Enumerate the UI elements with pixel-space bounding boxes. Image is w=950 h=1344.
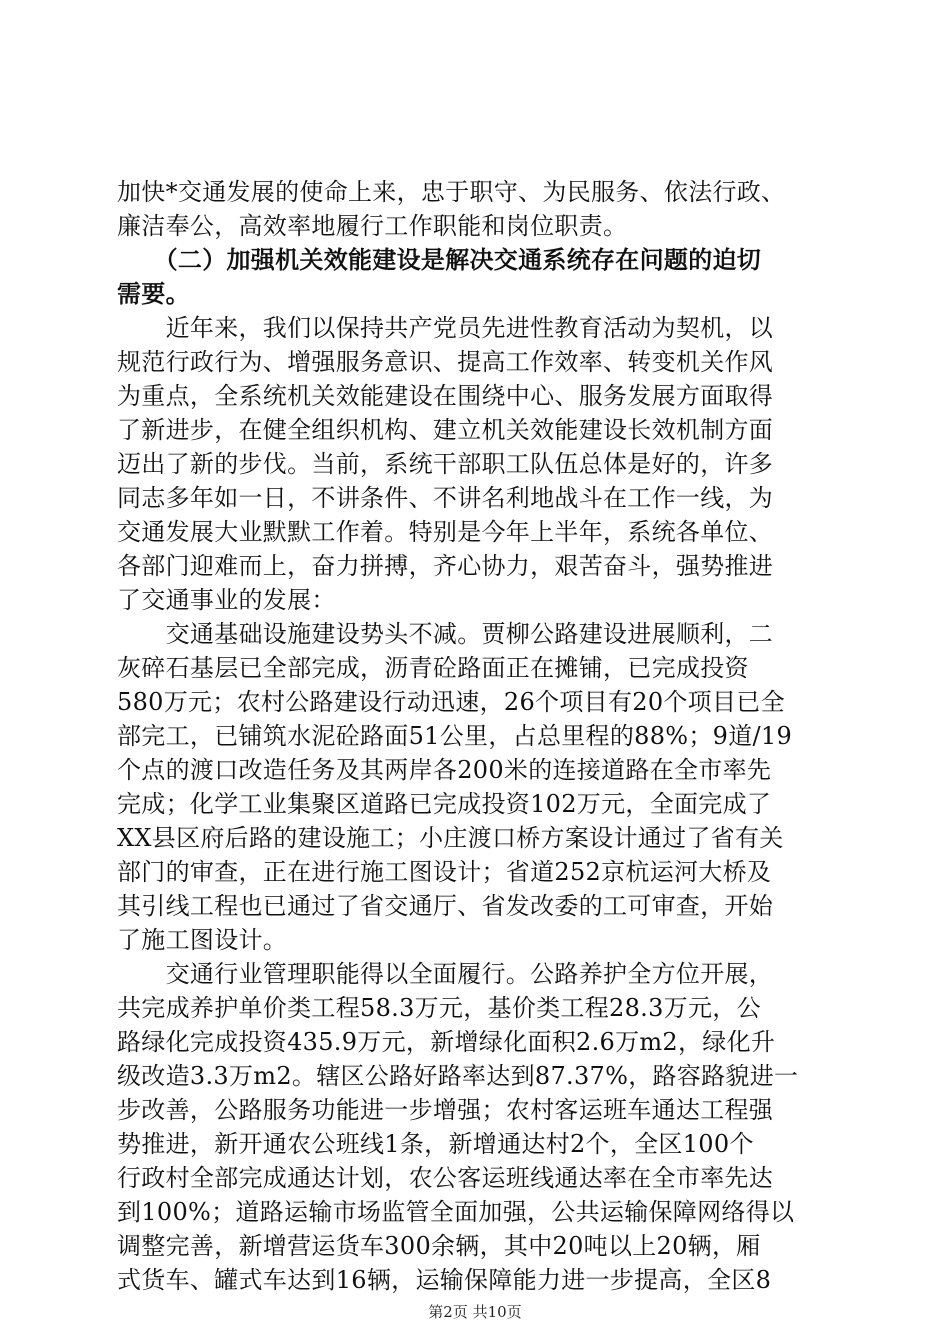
section-heading-line: （二）加强机关效能建设是解决交通系统存在问题的迫切 <box>117 245 762 274</box>
text-line: 加快*交通发展的使命上来，忠于职守、为民服务、依法行政、 <box>117 178 786 206</box>
text-line: 路绿化完成投资435.9万元，新增绿化面积2.6万m2，绿化升 <box>117 1028 776 1056</box>
text-line: 同志多年如一日，不讲条件、不讲名利地战斗在工作一线，为 <box>117 484 774 512</box>
text-line: 部门的审查，正在进行施工图设计；省道252京杭运河大桥及 <box>117 858 772 886</box>
text-line: 行政村全部完成通达计划，农公客运班线通达率在全市率先达 <box>117 1164 774 1192</box>
section-heading-line: 需要。 <box>117 279 190 308</box>
text-line: 为重点，全系统机关效能建设在围绕中心、服务发展方面取得 <box>117 382 774 410</box>
text-line: 调整完善，新增营运货车300余辆，其中20吨以上20辆，厢 <box>117 1232 761 1260</box>
text-line: 了新进步，在健全组织机构、建立机关效能建设长效机制方面 <box>117 416 774 444</box>
text-line: 规范行政行为、增强服务意识、提高工作效率、转变机关作风 <box>117 348 774 376</box>
text-line: 灰碎石基层已全部完成，沥青砼路面正在摊铺，已完成投资 <box>117 654 749 682</box>
text-line: 交通基础设施建设势头不减。贾柳公路建设进展顺利，二 <box>117 620 774 648</box>
text-line: 其引线工程也已通过了省交通厅、省发改委的工可审查，开始 <box>117 892 774 920</box>
text-line: 了施工图设计。 <box>117 926 288 954</box>
text-line: 部完工，已铺筑水泥砼路面51公里，占总里程的88%；9道/19 <box>117 722 793 750</box>
text-line: 了交通事业的发展： <box>117 586 336 614</box>
text-line: 近年来，我们以保持共产党员先进性教育活动为契机，以 <box>117 314 774 342</box>
page-number-footer: 第2页 共10页 <box>428 1303 522 1321</box>
text-line: 完成；化学工业集聚区道路已完成投资102万元，全面完成了 <box>117 790 772 818</box>
text-line: 迈出了新的步伐。当前，系统干部职工队伍总体是好的，许多 <box>117 450 774 478</box>
text-line: 交通行业管理职能得以全面履行。公路养护全方位开展， <box>117 960 774 988</box>
text-line: XX县区府后路的建设施工；小庄渡口桥方案设计通过了省有关 <box>117 824 784 852</box>
text-line: 级改造3.3万m2。辖区公路好路率达到87.37%，路容路貌进一 <box>117 1062 799 1090</box>
text-line: 各部门迎难而上，奋力拼搏，齐心协力，艰苦奋斗，强势推进 <box>117 552 774 580</box>
text-line: 共完成养护单价类工程58.3万元，基价类工程28.3万元，公 <box>117 994 761 1022</box>
text-line: 580万元；农村公路建设行动迅速，26个项目有20个项目已全 <box>117 688 785 716</box>
text-line: 到100%；道路运输市场监管全面加强，公共运输保障网络得以 <box>117 1198 795 1226</box>
text-line: 式货车、罐式车达到16辆，运输保障能力进一步提高，全区8 <box>117 1266 772 1294</box>
text-line: 步改善，公路服务功能进一步增强；农村客运班车通达工程强 <box>117 1096 774 1124</box>
text-line: 个点的渡口改造任务及其两岸各200米的连接道路在全市率先 <box>117 756 772 784</box>
text-line: 交通发展大业默默工作着。特别是今年上半年，系统各单位、 <box>117 518 774 546</box>
text-line: 廉洁奉公，高效率地履行工作职能和岗位职责。 <box>117 212 628 240</box>
text-line: 势推进，新开通农公班线1条，新增通达村2个，全区100个 <box>117 1130 754 1158</box>
